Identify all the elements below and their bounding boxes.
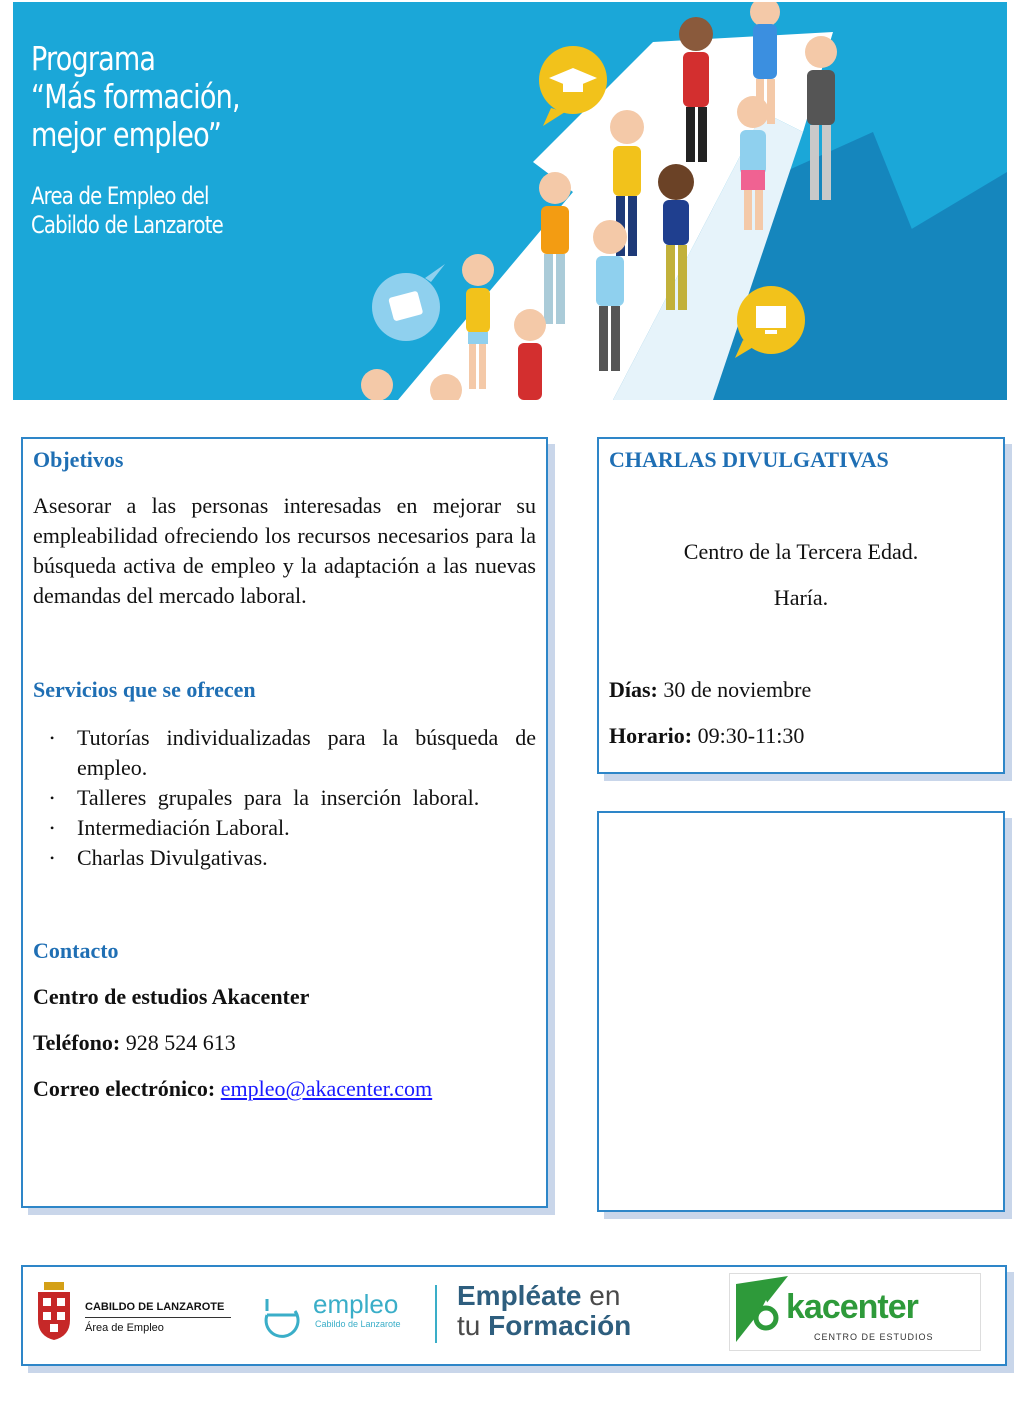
list-item: • Charlas Divulgativas. xyxy=(33,843,536,873)
banner-subtitle xyxy=(31,182,223,240)
contacto-telefono xyxy=(33,1030,536,1056)
cabildo-divider xyxy=(85,1317,231,1318)
empleo-sub: Cabildo de Lanzarote xyxy=(315,1319,401,1329)
list-item: • Talleres grupales para la inserción laboral. xyxy=(33,783,536,813)
dias-value: 30 de noviembre xyxy=(663,677,812,702)
list-item: • Tutorías individualizadas para la búsqueda de empleo. xyxy=(33,723,536,783)
banner-title-line: Programa xyxy=(31,39,156,78)
header-banner xyxy=(13,2,1007,400)
horario-value: 09:30-11:30 xyxy=(697,723,805,748)
contacto-heading: Contacto xyxy=(33,938,119,963)
akacenter-logo xyxy=(729,1273,981,1351)
charlas-lugar: Centro de la Tercera Edad. xyxy=(683,539,919,564)
footer-logos xyxy=(21,1265,1007,1366)
charlas-horario xyxy=(609,723,993,749)
list-item: • Intermediación Laboral. xyxy=(33,813,536,843)
info-box xyxy=(21,437,548,1208)
objetivos-text: Asesorar a las personas interesadas en mejorar su empleabilidad ofreciendo los recursos necesarios para la búsqueda activa de empleo y la adaptación a las nuevas demandas del mercado laboral. xyxy=(33,493,536,608)
emplea-word-2: en xyxy=(589,1280,621,1311)
cabildo-shield-icon xyxy=(34,1282,74,1342)
banner-subtitle-line: Area de Empleo del xyxy=(31,182,209,210)
banner-title-line: mejor empleo” xyxy=(31,115,222,154)
charlas-dias xyxy=(609,677,993,703)
objetivos-heading: Objetivos xyxy=(33,447,124,472)
email-link[interactable]: empleo@akacenter.com xyxy=(220,1076,433,1101)
akacenter-sub: CENTRO DE ESTUDIOS xyxy=(814,1332,934,1342)
telefono-value: 928 524 613 xyxy=(125,1030,236,1055)
empleo-word: empleo xyxy=(313,1289,399,1319)
akacenter-name: kacenter xyxy=(786,1288,918,1326)
contacto-centro-name: Centro de estudios Akacenter xyxy=(33,984,310,1009)
banner-title-line: “Más formación, xyxy=(31,77,240,116)
logo-divider xyxy=(435,1285,437,1343)
empleo-logo-icon xyxy=(259,1289,303,1339)
servicios-list xyxy=(33,723,536,873)
correo-label: Correo electrónico: xyxy=(33,1076,216,1101)
charlas-heading: CHARLAS DIVULGATIVAS xyxy=(609,447,889,472)
emplea-line1 xyxy=(457,1281,631,1311)
charlas-municipio: Haría. xyxy=(773,585,829,610)
contacto-correo xyxy=(33,1076,536,1102)
servicios-heading: Servicios que se ofrecen xyxy=(33,677,256,702)
emplea-word-3: tu xyxy=(457,1310,481,1341)
telefono-label: Teléfono: xyxy=(33,1030,121,1055)
horario-label: Horario: xyxy=(609,723,693,748)
banner-title xyxy=(31,40,240,154)
emplea-logo xyxy=(457,1281,631,1341)
banner-subtitle-line: Cabildo de Lanzarote xyxy=(31,211,223,239)
akacenter-a-icon xyxy=(736,1276,792,1348)
cabildo-name: CABILDO DE LANZAROTE xyxy=(85,1301,225,1313)
empty-box xyxy=(597,811,1005,1212)
contacto-centro xyxy=(33,984,536,1010)
book-icon xyxy=(372,264,445,341)
emplea-line2 xyxy=(457,1311,631,1341)
emplea-word-1: Empléate xyxy=(457,1280,582,1311)
charlas-box xyxy=(597,437,1005,774)
cabildo-area: Área de Empleo xyxy=(85,1322,164,1334)
emplea-word-4: Formación xyxy=(488,1310,632,1341)
dias-label: Días: xyxy=(609,677,658,702)
